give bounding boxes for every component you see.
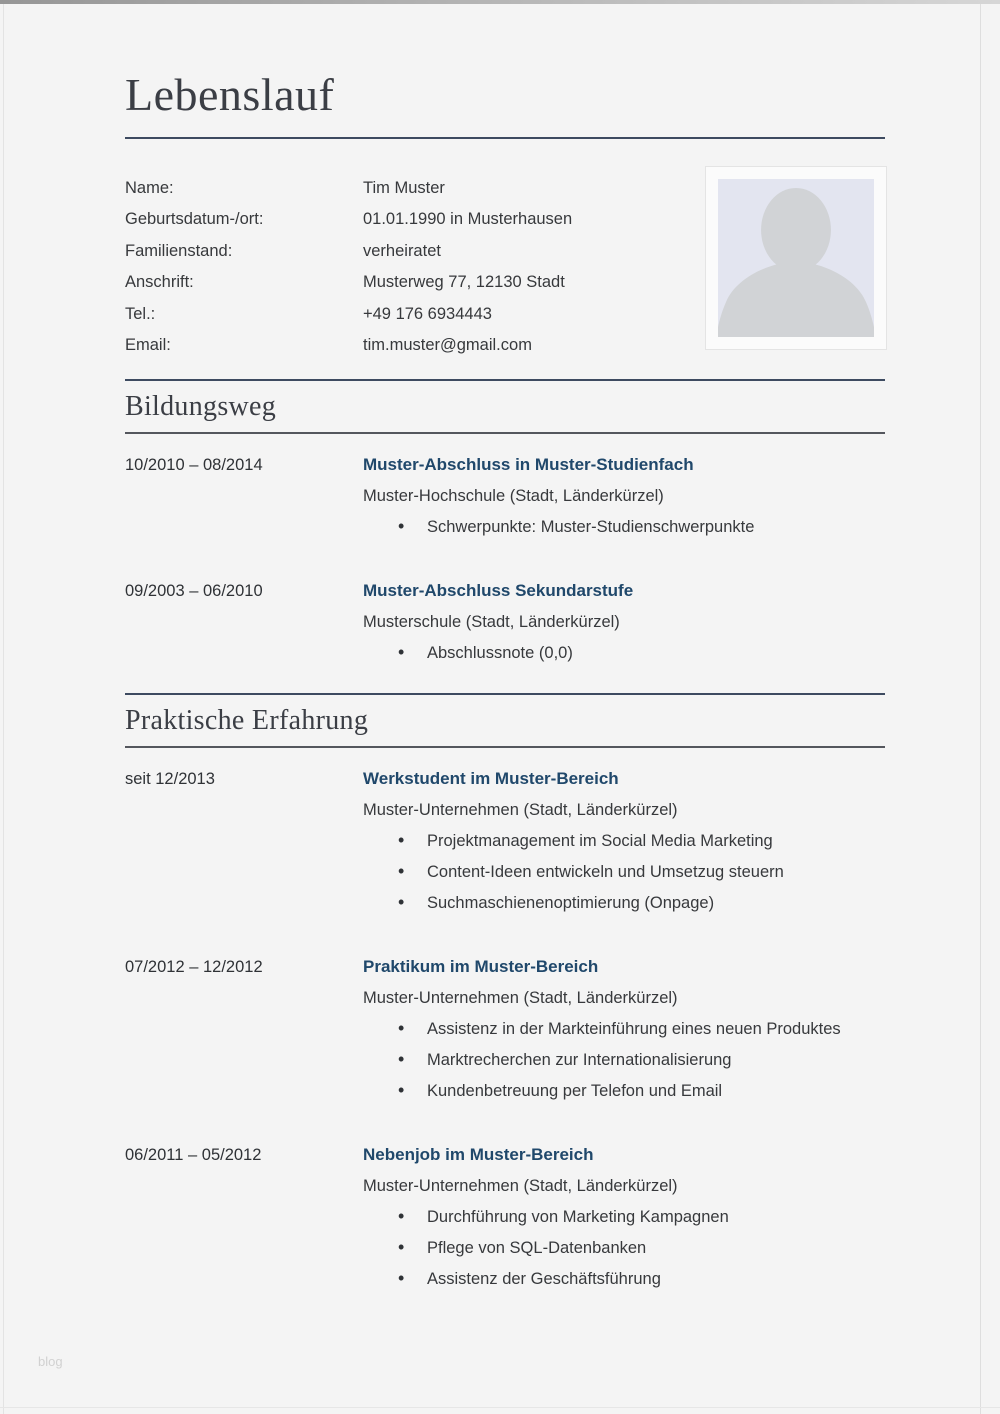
experience-entry [125,956,885,1102]
person-silhouette-icon [718,179,874,337]
info-value: verheiratet [363,241,441,260]
bullet-item: • Kundenbetreuung per Telefon und Email [363,1080,885,1102]
info-value: +49 176 6934443 [363,304,492,323]
entry-period: 06/2011 – 05/2012 [125,1146,262,1165]
bullet-item: • Suchmaschienenoptimierung (Onpage) [363,892,885,914]
info-value: Musterweg 77, 12130 Stadt [363,273,565,292]
info-value: Tim Muster [363,179,445,197]
photo-placeholder [705,166,887,350]
entry-period: 09/2003 – 06/2010 [125,582,263,601]
bullet-item: • Assistenz der Geschäftsführung [363,1268,885,1290]
personal-info-block [125,173,685,361]
info-label: Familienstand: [125,241,233,260]
info-label: Name: [125,179,174,197]
personal-row-birth [125,204,685,235]
entry-details [363,1144,885,1290]
bullet-item: • Projektmanagement im Social Media Marketing [363,830,885,852]
entry-details [363,768,885,914]
info-label: Geburtsdatum-/ort: [125,210,264,229]
info-label: Email: [125,336,171,355]
bullet-item: • Abschlussnote (0,0) [363,642,885,664]
entry-title: Praktikum im Muster-Bereich [363,957,599,977]
section-titlebar [125,693,885,748]
entry-subtitle: Muster-Unternehmen (Stadt, Länderkürzel) [363,989,678,1008]
experience-entry [125,1144,885,1290]
bullet-item: • Durchführung von Marketing Kampagnen [363,1206,885,1228]
personal-row-marital-status [125,236,685,267]
section-titlebar [125,379,885,434]
entry-title: Muster-Abschluss Sekundarstufe [363,581,634,601]
entry-subtitle: Muster-Hochschule (Stadt, Länderkürzel) [363,487,664,506]
entry-period: 10/2010 – 08/2014 [125,456,263,475]
education-entry [125,580,885,664]
personal-row-address [125,267,685,298]
personal-row-email [125,330,685,361]
entry-bullet-list [363,1206,885,1290]
bullet-item: • Content-Ideen entwickeln und Umsetzug steuern [363,861,885,883]
entry-bullet-list [363,642,885,664]
info-label: Anschrift: [125,273,194,292]
experience-entry [125,768,885,914]
page-title: Lebenslauf [125,69,335,120]
entry-title: Nebenjob im Muster-Bereich [363,1145,594,1165]
info-label: Tel.: [125,304,156,323]
entry-bullet-list [363,516,885,538]
info-value: 01.01.1990 in Musterhausen [363,210,573,229]
bullet-item: • Assistenz in der Markteinführung eines neuen Produktes [363,1018,885,1040]
info-value: tim.muster@gmail.com [363,336,532,355]
section-title: Praktische Erfahrung [125,705,369,737]
entry-bullet-list [363,1018,885,1102]
entry-subtitle: Muster-Unternehmen (Stadt, Länderkürzel) [363,801,678,820]
watermark: blog [38,1354,63,1369]
entry-title: Werkstudent im Muster-Bereich [363,769,619,789]
entry-details [363,454,885,538]
personal-row-name [125,173,685,204]
bullet-item: • Pflege von SQL-Datenbanken [363,1237,885,1259]
entry-title: Muster-Abschluss in Muster-Studienfach [363,455,694,475]
entry-bullet-list [363,830,885,914]
entry-details [363,580,885,664]
photo-placeholder-background [718,179,874,337]
entry-subtitle: Musterschule (Stadt, Länderkürzel) [363,613,620,632]
entry-period: seit 12/2013 [125,770,215,789]
entry-details [363,956,885,1102]
entry-subtitle: Muster-Unternehmen (Stadt, Länderkürzel) [363,1177,678,1196]
bullet-item: • Schwerpunkte: Muster-Studienschwerpunkte [363,516,885,538]
personal-row-phone [125,299,685,330]
section-praktische-erfahrung [125,693,885,1290]
education-entry [125,454,885,538]
bullet-item: • Marktrecherchen zur Internationalisierung [363,1049,885,1071]
title-divider [125,137,885,139]
section-bildungsweg [125,379,885,664]
section-title: Bildungsweg [125,391,277,423]
entry-period: 07/2012 – 12/2012 [125,958,263,977]
